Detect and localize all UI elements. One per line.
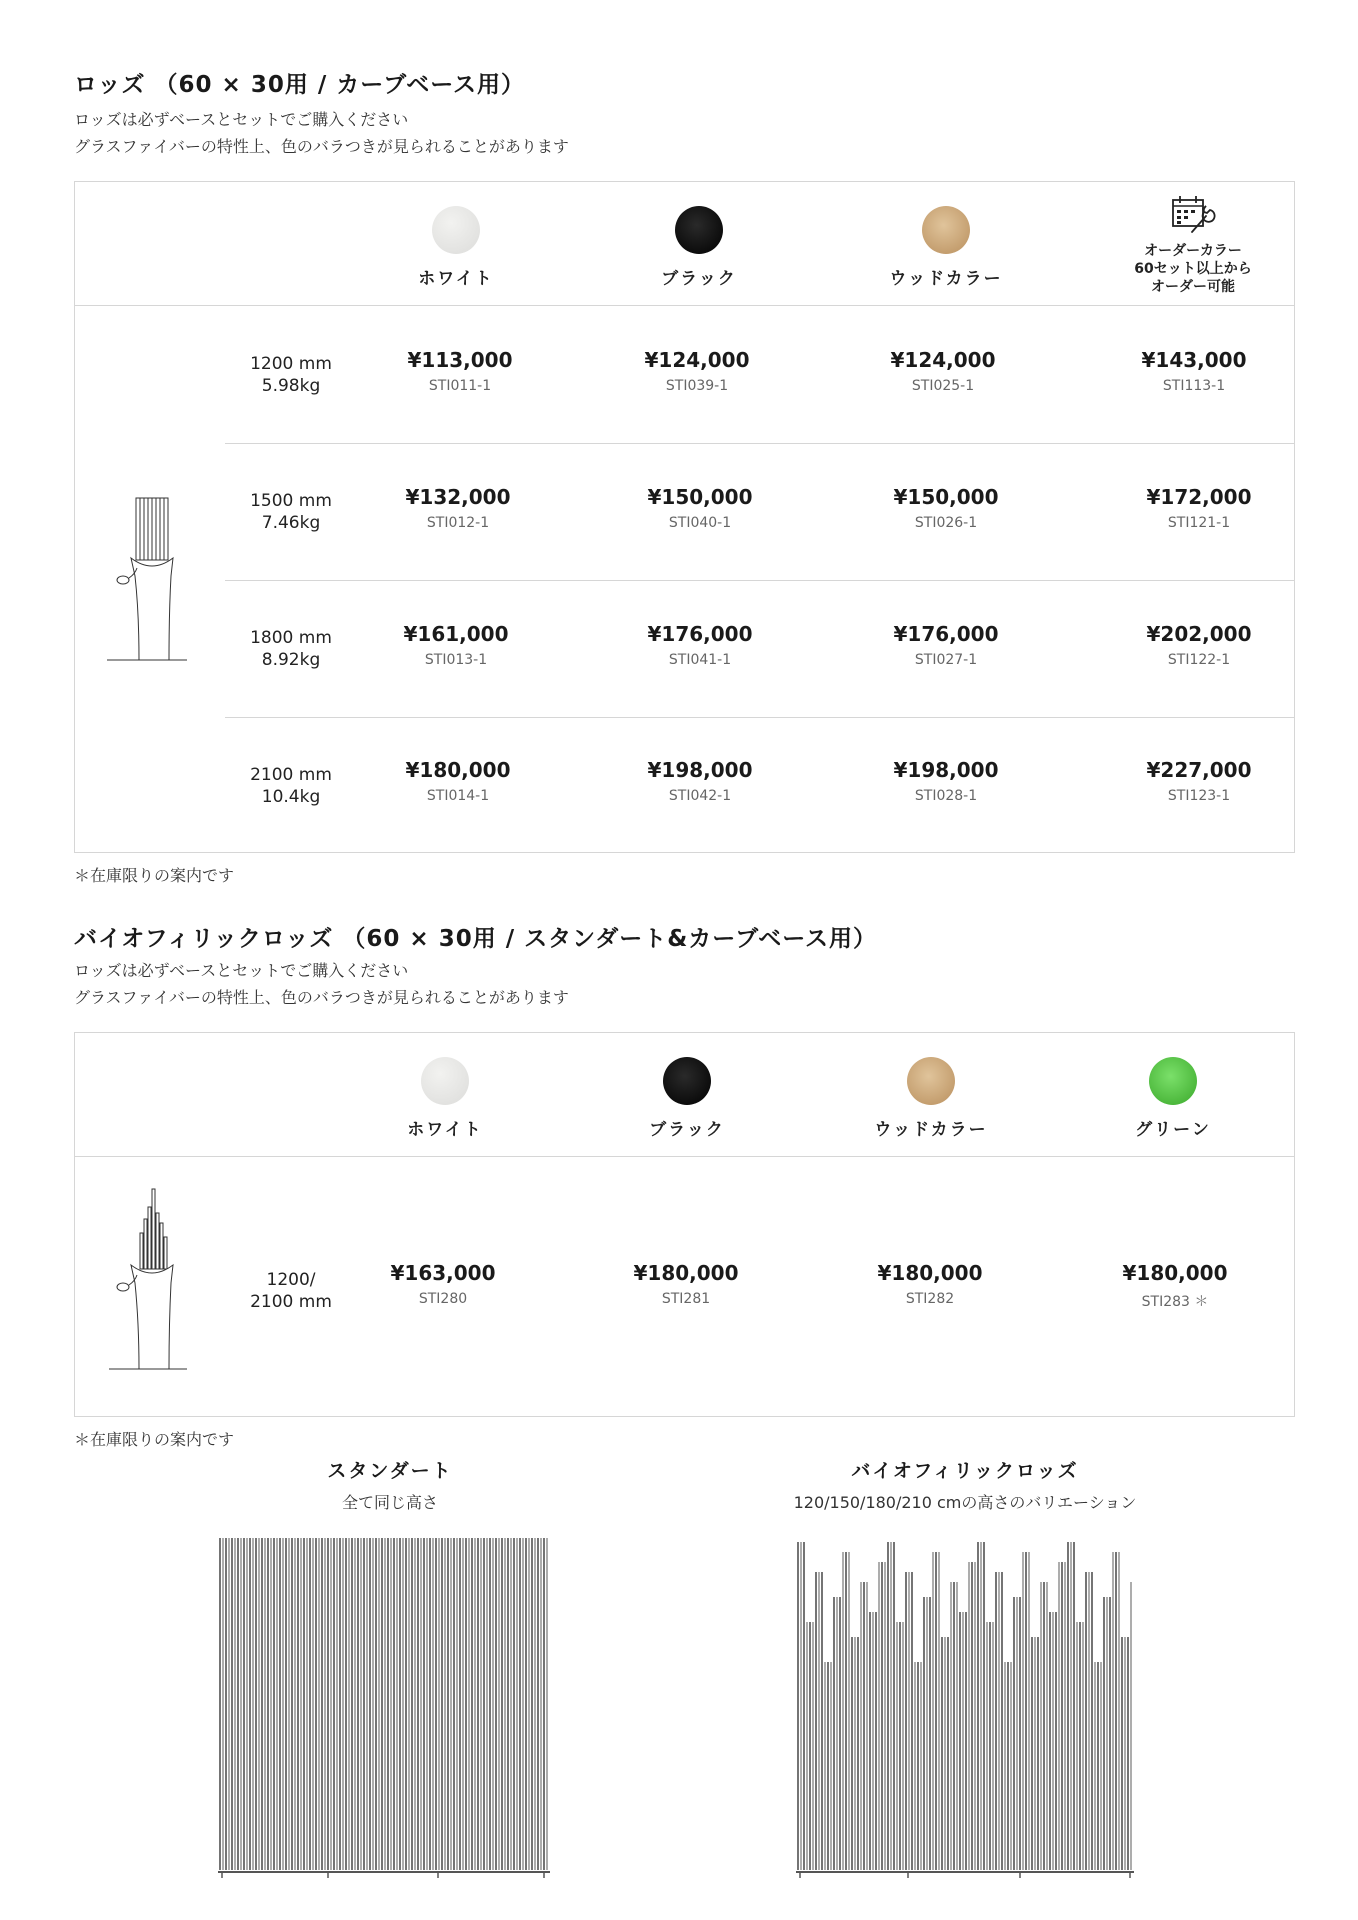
- size-label: [231, 353, 351, 397]
- note-line: ロッズは必ずベースとセットでご購入ください: [74, 961, 409, 980]
- biophilic-rods-comparison-illustration: [796, 1536, 1136, 1886]
- price-cell: [600, 758, 800, 804]
- col-label-wood: ウッドカラー: [889, 269, 1003, 289]
- note-line: グラスファイバーの特性上、色のバラつきが見られることがあります: [74, 137, 569, 156]
- col-head-wood: [841, 1057, 1021, 1140]
- section2-title: バイオフィリックロッズ （60 × 30用 / スタンダート&カーブベース用）: [74, 926, 878, 952]
- price: ¥150,000: [893, 485, 999, 509]
- product-code: STI027-1: [914, 652, 978, 668]
- price: ¥202,000: [1146, 622, 1252, 646]
- note-line: グラスファイバーの特性上、色のバラつきが見られることがあります: [74, 988, 569, 1007]
- product-code: STI014-1: [426, 788, 490, 804]
- price: ¥161,000: [403, 622, 509, 646]
- price: ¥176,000: [647, 622, 753, 646]
- price: ¥198,000: [893, 758, 999, 782]
- row-divider: [225, 717, 1294, 718]
- biophilic-price-table: [74, 1032, 1295, 1417]
- price-cell: [1094, 348, 1294, 394]
- price-cell: [843, 348, 1043, 394]
- white-swatch: [432, 206, 480, 254]
- product-code: STI282: [905, 1291, 955, 1307]
- price-cell: [360, 348, 560, 394]
- col-label-green: グリーン: [1135, 1120, 1211, 1140]
- product-code: STI121-1: [1167, 515, 1231, 531]
- price: ¥227,000: [1146, 758, 1252, 782]
- table-header: [75, 1033, 1294, 1157]
- stock-note: ＊在庫限りの案内です: [74, 866, 235, 885]
- price-cell: [600, 622, 800, 668]
- biophilic-subtitle: 120/150/180/210 cmの高さのバリエーション: [793, 1493, 1137, 1512]
- col-label-wood: ウッドカラー: [874, 1120, 988, 1140]
- size-line: 2100 mm: [250, 1292, 332, 1312]
- order-label-line: 60セット以上から: [1134, 261, 1252, 277]
- col-head-white: [366, 206, 546, 289]
- note-line: ロッズは必ずベースとセットでご購入ください: [74, 110, 409, 129]
- col-label-black: ブラック: [661, 269, 737, 289]
- price: ¥180,000: [877, 1261, 983, 1285]
- product-code: STI280: [418, 1291, 468, 1307]
- product-code: STI025-1: [911, 378, 975, 394]
- price: ¥143,000: [1141, 348, 1247, 372]
- col-label-white: ホワイト: [418, 269, 494, 289]
- table-header: [75, 182, 1294, 306]
- price-cell: [1099, 622, 1299, 668]
- size-mm: 1500 mm: [250, 491, 332, 511]
- biophilic-title: バイオフィリックロッズ: [851, 1460, 1079, 1482]
- product-code: STI013-1: [424, 652, 488, 668]
- rods-illustration: [105, 492, 189, 668]
- standard-rods-illustration: [218, 1536, 553, 1886]
- product-code: STI028-1: [914, 788, 978, 804]
- price-cell: [846, 485, 1046, 531]
- black-swatch: [675, 206, 723, 254]
- price-cell: [1099, 485, 1299, 531]
- price: ¥198,000: [647, 758, 753, 782]
- size-label: [231, 490, 351, 534]
- size-weight: 8.92kg: [261, 650, 321, 670]
- product-code: STI123-1: [1167, 788, 1231, 804]
- section1-title: ロッズ （60 × 30用 / カーブベース用）: [74, 72, 526, 98]
- size-label: [231, 627, 351, 671]
- size-weight: 7.46kg: [261, 513, 321, 533]
- product-code: STI039-1: [665, 378, 729, 394]
- col-label-white: ホワイト: [407, 1120, 483, 1140]
- row-divider: [225, 580, 1294, 581]
- price-cell: [1075, 1261, 1275, 1311]
- size-mm: 1200 mm: [250, 354, 332, 374]
- col-head-order-color: [1103, 194, 1283, 296]
- order-label-line: オーダー可能: [1151, 279, 1235, 295]
- price: ¥124,000: [644, 348, 750, 372]
- product-code: STI281: [661, 1291, 711, 1307]
- standard-title: スタンダート: [327, 1460, 453, 1482]
- price-cell: [1099, 758, 1299, 804]
- price: ¥150,000: [647, 485, 753, 509]
- size-label: [231, 764, 351, 808]
- row-divider: [225, 443, 1294, 444]
- col-head-green: [1083, 1057, 1263, 1140]
- price: ¥180,000: [633, 1261, 739, 1285]
- price-cell: [343, 1261, 543, 1307]
- size-mm: 2100 mm: [250, 765, 332, 785]
- white-swatch: [421, 1057, 469, 1105]
- product-code: STI026-1: [914, 515, 978, 531]
- col-head-black: [609, 206, 789, 289]
- wood-swatch: [922, 206, 970, 254]
- price-cell: [846, 758, 1046, 804]
- product-code: STI122-1: [1167, 652, 1231, 668]
- col-head-black: [597, 1057, 777, 1140]
- col-label-black: ブラック: [649, 1120, 725, 1140]
- price-cell: [358, 485, 558, 531]
- green-swatch: [1149, 1057, 1197, 1105]
- size-line: 1200/: [266, 1270, 316, 1290]
- price-cell: [600, 485, 800, 531]
- order-label-line: オーダーカラー: [1144, 243, 1242, 259]
- product-code: STI040-1: [668, 515, 732, 531]
- section2-notes: [74, 957, 569, 1011]
- price: ¥124,000: [890, 348, 996, 372]
- order-color-label: [1103, 242, 1283, 296]
- price-cell: [597, 348, 797, 394]
- price: ¥180,000: [1122, 1261, 1228, 1285]
- calendar-wrench-icon: [1170, 194, 1216, 236]
- section1-notes: [74, 106, 569, 160]
- product-code: STI042-1: [668, 788, 732, 804]
- standard-subtitle: 全て同じ高さ: [341, 1493, 438, 1512]
- price-cell: [586, 1261, 786, 1307]
- product-code: STI011-1: [428, 378, 492, 394]
- size-weight: 5.98kg: [261, 376, 321, 396]
- price: ¥113,000: [407, 348, 513, 372]
- price: ¥172,000: [1146, 485, 1252, 509]
- col-head-white: [355, 1057, 535, 1140]
- size-label: [231, 1269, 351, 1313]
- price: ¥180,000: [405, 758, 511, 782]
- price: ¥132,000: [405, 485, 511, 509]
- black-swatch: [663, 1057, 711, 1105]
- price-cell: [358, 758, 558, 804]
- price: ¥176,000: [893, 622, 999, 646]
- size-weight: 10.4kg: [261, 787, 321, 807]
- col-head-wood: [856, 206, 1036, 289]
- product-code: STI041-1: [668, 652, 732, 668]
- product-code: STI012-1: [426, 515, 490, 531]
- price-cell: [356, 622, 556, 668]
- stock-note: ＊在庫限りの案内です: [74, 1430, 235, 1449]
- biophilic-rods-illustration: [105, 1183, 189, 1377]
- size-mm: 1800 mm: [250, 628, 332, 648]
- price: ¥163,000: [390, 1261, 496, 1285]
- wood-swatch: [907, 1057, 955, 1105]
- product-code: STI113-1: [1162, 378, 1226, 394]
- rods-price-table: [74, 181, 1295, 853]
- price-cell: [846, 622, 1046, 668]
- product-code: STI283 ＊: [1141, 1294, 1209, 1310]
- price-cell: [830, 1261, 1030, 1307]
